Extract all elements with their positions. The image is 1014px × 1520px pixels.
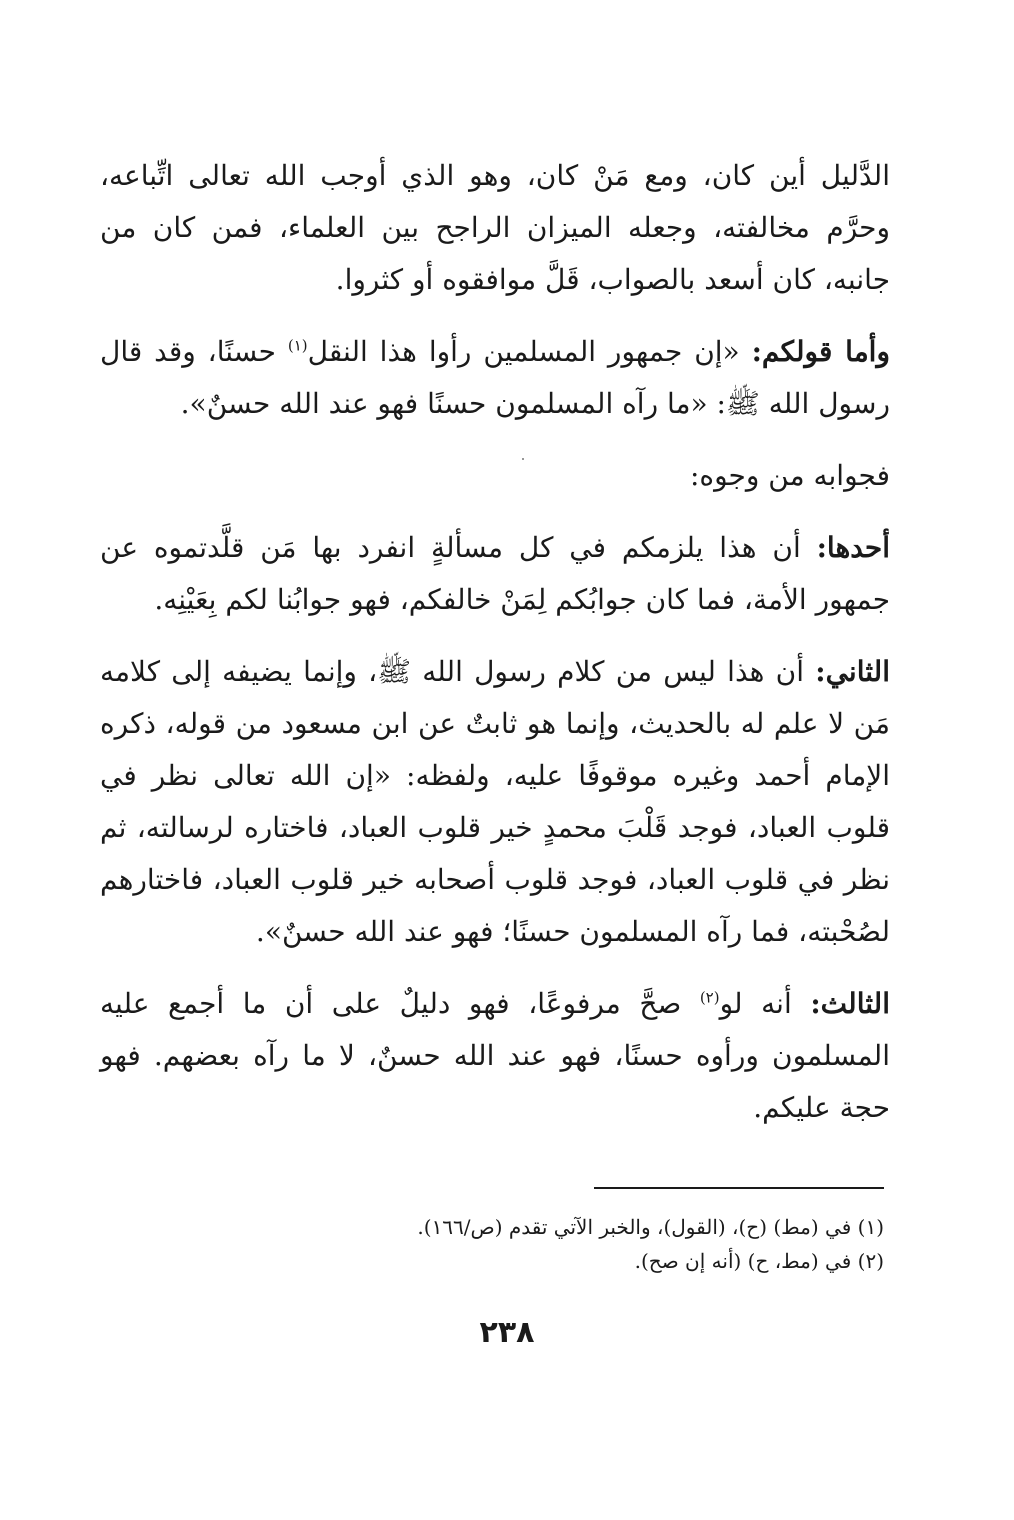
paragraph-text: الدَّليل أين كان، ومع مَنْ كان، وهو الذي أوجب الله تعالى اتِّباعه، وحرَّم مخالفته، وجعله الميزان الراجح بين العلماء، فمن كان من جانبه، كان أسعد بالصواب، قَلَّ موافقوه أو كثروا. bbox=[100, 159, 890, 296]
footnote-2: (٢) في (مط، ح) (أنه إن صح). bbox=[634, 1249, 884, 1273]
paragraph-2 bbox=[100, 326, 890, 430]
paragraph-3 bbox=[100, 450, 890, 502]
footnote-1: (١) في (مط) (ح)، (القول)، والخبر الآتي تقدم (ص/١٦٦). bbox=[417, 1215, 884, 1239]
main-text bbox=[100, 150, 890, 1154]
paragraph-text: صحَّ مرفوعًا، فهو دليلٌ على أن ما أجمع عليه المسلمون ورأوه حسنًا، فهو عند الله حسنٌ، لا ما رآه بعضهم. فهو حجة عليكم. bbox=[100, 987, 890, 1124]
stray-dot bbox=[522, 458, 524, 460]
footnotes bbox=[184, 1210, 884, 1278]
paragraph-6 bbox=[100, 978, 890, 1134]
paragraph-5 bbox=[100, 646, 890, 958]
page-number: ٢٣٨ bbox=[479, 1315, 535, 1350]
paragraph-1 bbox=[100, 150, 890, 306]
paragraph-text: أنه لو bbox=[719, 987, 811, 1020]
paragraph-text: حسنًا، وقد قال رسول الله ﷺ: «ما رآه المسلمون حسنًا فهو عند الله حسنٌ». bbox=[100, 335, 890, 420]
paragraph-lead: الثاني: bbox=[815, 655, 890, 688]
footnote-ref-1: (١) bbox=[287, 336, 308, 355]
paragraph-lead: الثالث: bbox=[810, 987, 890, 1020]
paragraph-text: «إن جمهور المسلمين رأوا هذا النقل bbox=[307, 335, 752, 368]
paragraph-4 bbox=[100, 522, 890, 626]
footnote-separator bbox=[594, 1187, 884, 1189]
paragraph-lead: وأما قولكم: bbox=[751, 335, 890, 368]
paragraph-text: أن هذا ليس من كلام رسول الله ﷺ، وإنما يضيفه إلى كلامه مَن لا علم له بالحديث، وإنما هو ثابتٌ عن ابن مسعود من قوله، ذكره الإمام أحمد وغيره موقوفًا عليه، ولفظه: «إن الله تعالى نظر في قلوب العباد، فوجد قَلْبَ محمدٍ خير قلوب العباد، فاختاره لرسالته، ثم نظر في قلوب العباد، فوجد قلوب أصحابه خير قلوب العباد، فاختارهم لصُحْبته، فما رآه المسلمون حسنًا؛ فهو عند الله حسنٌ». bbox=[100, 655, 890, 948]
paragraph-lead: أحدها: bbox=[816, 531, 890, 564]
paragraph-text: أن هذا يلزمكم في كل مسألةٍ انفرد بها مَن قلَّدتموه عن جمهور الأمة، فما كان جوابُكم لِمَنْ خالفكم، فهو جوابُنا لكم بِعَيْنِه. bbox=[100, 531, 890, 616]
paragraph-text: فجوابه من وجوه: bbox=[689, 459, 890, 492]
footnote-ref-2: (٢) bbox=[699, 988, 720, 1007]
